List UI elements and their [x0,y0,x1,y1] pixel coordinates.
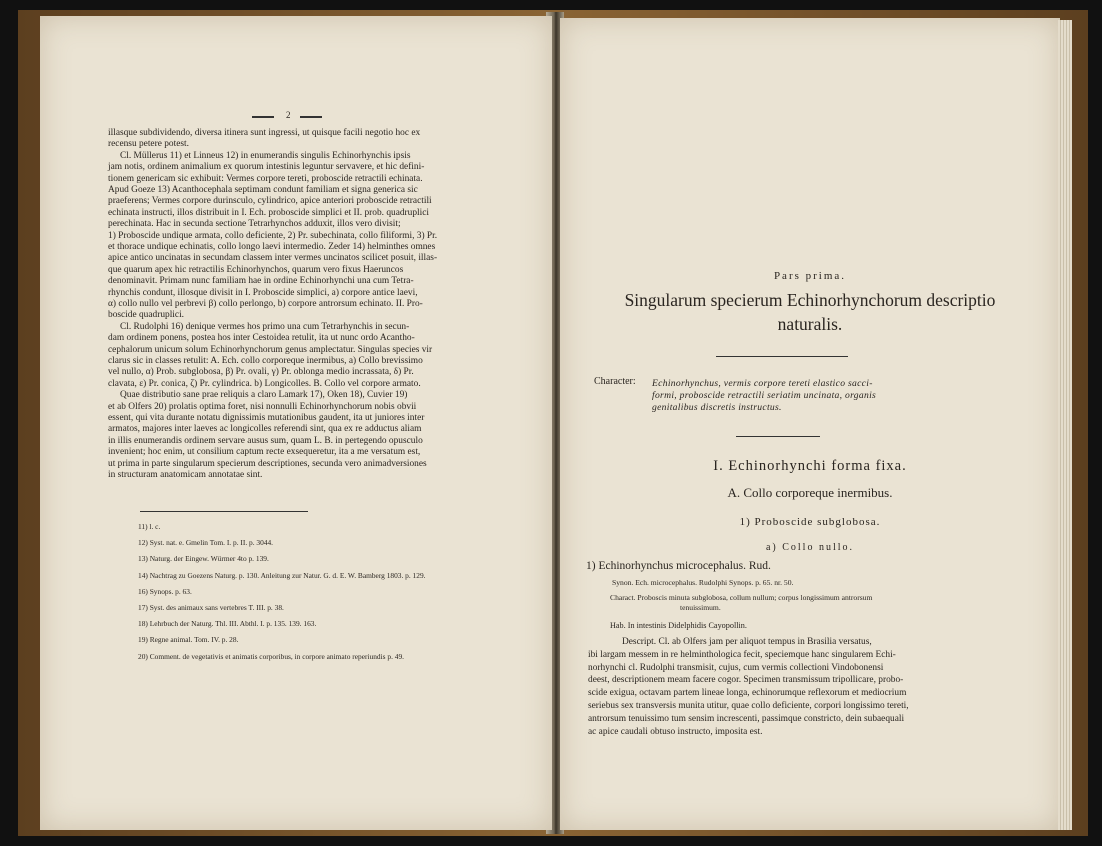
page-number: 2 [286,110,291,120]
text-line: 14) Nachtrag zu Goezens Naturg. p. 130. Anleitung zur Natur. G. d. E. W. Bamberg 1803. p. 129. [138,570,426,580]
proboscis-heading: 1) Proboscide subglobosa. [739,516,881,528]
text-line: praeferens; Vermes corpore durinsculo, cylindrico, apice anteriori proboscide retractili [108,196,432,207]
text-line: vel nullo, α) Prob. subglobosa, β) Pr. ovali, γ) Pr. oblonga medio incrassata, δ) Pr. [108,367,414,378]
text-line: Quae distributio sane prae reliquis a claro Lamark 17), Oken 18), Cuvier 19) [120,390,408,401]
text-line: denominavit. Primam nunc familiam hae in ordine Echinorhynchi una cum Tetra- [108,276,414,287]
text-line: 17) Syst. des animaux sans vertebres T. III. p. 38. [138,603,284,612]
text-line: 16) Synops. p. 63. [138,586,192,596]
text-line: Descript. Cl. ab Olfers jam per aliquot tempus in Brasilia versatus, [622,637,872,647]
text-line: 12) Syst. nat. e. Gmelin Tom. I. p. II. p. 3044. [138,538,274,548]
text-line: perechinata. Hac in secunda sectione Tetrarhynchos adduxit, illos vero divisit; [108,219,401,230]
right-page [560,18,1060,830]
text-line: scide exigua, octavam partem lineae longa, echinorumque reflexorum et mediocrium [588,688,907,699]
text-line: seriebus sex transversis munita utitur, quae collo deficiente, corpori longissimo tereti, [588,701,909,711]
text-line: α) collo nullo vel perbrevi β) collo perlongo, b) corpore antrorsum echinato. II. Pro- [108,299,423,309]
text-line: et ab Olfers 20) prolatis optima foret, nisi nonnulli Echinorhynchorum nobis obvii [108,401,417,412]
text-line: ut prima in parte singularum specierum descriptiones, secunda vero animadversiones [108,458,427,469]
page-number-ornament [252,116,274,118]
synonym-line: Synon. Ech. microcephalus. Rudolphi Synops. p. 65. nr. 50. [612,578,794,587]
main-title: Singularum specierum Echinorhynchorum descriptio [624,290,996,310]
text-line: 11) l. c. [138,522,161,531]
text-line: 13) Naturg. der Eingew. Würmer 4to p. 139. [138,554,269,564]
text-line: genitalibus discretis instructus. [652,402,782,413]
collum-heading: a) Collo nullo. [765,542,855,553]
page-edges [1058,20,1072,830]
text-line: formi, proboscide retractili seriatim uncinata, organis [652,390,877,401]
text-line: rhynchis condunt, illosque divisit in I. Proboscide simplici, a) corpore antice laevi, [108,287,418,298]
footnote-rule [140,511,308,512]
text-line: 19) Regne animal. Tom. IV. p. 28. [138,635,239,645]
text-line: ac apice caudali obtuso instructo, imposita est. [588,726,763,737]
text-line: Apud Goeze 13) Acanthocephala septimam condunt familiam et signa generica sic [108,185,418,195]
text-line: tenuissimum. [680,603,721,612]
text-line: 1) Proboscide undique armata, collo deficiente, 2) Pr. subechinata, collo filiformi, 3) Pr. [108,230,438,241]
text-line: jam notis, ordinem animalium ex quorum intestinis leguntur servavere, et hic defini- [108,162,425,173]
text-line: cephalorum unicum solum Echinorhynchorum genus amplectatur. Singulas species vir [108,344,433,355]
main-title-continued: naturalis. [777,314,843,334]
part-heading: Pars prima. [773,270,847,282]
text-line: in illis enumerandis ordinem servare ausus sum, quam L. B. in pertegendo opusculo [108,435,423,446]
page-number-ornament [300,116,322,118]
left-page [40,16,552,830]
text-line: et thorace undique echinatis, collo longo laevi intermedio. Zeder 14) helminthes omnes [108,242,436,252]
species-name: 1) Echinorhynchus microcephalus. Rud. [586,560,771,572]
text-line: ibi largam messem in re helminthologica fecit, speciemque hanc singularem Echi- [588,649,896,660]
text-line: apice antico uncinatas in secundam classem inter vermes uncinatos scilicet posuit, illas- [108,253,438,264]
text-line: clarus sic in classes retulit: A. Ech. collo corporeque inermibus, a) Collo brevissimo [108,356,423,366]
text-line: clavata, ε) Pr. conica, ζ) Pr. cylindrica. b) Longicolles. B. Collo vel corpore armato. [108,378,421,389]
text-line: invenient; hoc enim, ut consilium captum recte exsequeretur, ita a me versatum est, [108,447,421,458]
subsection-heading: A. Collo corporeque inermibus. [727,485,893,500]
text-line: antrorsum tenuissimo tum sensim increscenti, passimque constricto, dein subaequali [588,713,905,724]
text-line: tionem genericam sic exhibuit: Vermes corpore tereti, proboscide retractili echinata. [108,173,423,184]
text-line: echinata instructi, illos distribuit in I. Ech. proboscide simplici et II. prob. quadruplici [108,207,430,218]
text-line: deest, descriptionem meam facere cogor. Specimen transmissum tripollicare, probo- [588,675,904,686]
character-label: Character: [594,376,636,387]
text-line: Charact. Proboscis minuta subglobosa, collum nullum; corpus longissimum antrorsum [610,593,873,602]
text-line: recensu petere potest. [108,139,189,150]
text-line: illasque subdividendo, diversa itinera sunt ingressi, ut quisque facili negotio hoc ex [108,128,421,138]
text-line: Echinorhynchus, vermis corpore tereti elastico sacci- [652,378,873,389]
text-line: norhynchi cl. Rudolphi transmisit, cujus, cum vermis collectioni Vindobonensi [588,662,884,673]
text-line: essent, qui vita durante notatu dignissimis mutationibus gaudent, ita ut juniores inter [108,413,425,423]
habitat-line: Hab. In intestinis Didelphidis Cayopollin. [610,621,747,630]
text-line: dam ordinem ponens, postea hos inter Cestoidea retulit, ita ut nunc ordo Acantho- [108,333,415,344]
text-line: boscide quadruplici. [108,310,185,321]
text-line: in structuram anatomicam annotatae sint. [108,470,263,480]
text-line: que quarum apex hic retractilis Echinorhynchos, quarum vero fixus Haeruncos [108,264,404,275]
section-heading: I. Echinorhynchi forma fixa. [713,458,907,474]
text-line: 18) Lehrbuch der Naturg. Thl. III. Abthl. I. p. 135. 139. 163. [138,619,317,629]
text-line: 20) Comment. de vegetativis et animatis corporibus, in corpore animato reperiundis p. 49. [138,651,404,661]
text-line: Cl. Rudolphi 16) denique vermes hos primo una cum Tetrarhynchis in secun- [120,321,410,332]
section-rule [736,436,820,437]
text-line: armatos, majores inter laeves ac longicolles referendi sint, qua ex re adductus aliam [108,424,422,435]
title-rule [716,356,848,357]
text-line: Cl. Müllerus 11) et Linneus 12) in enumerandis singulis Echinorhynchis ipsis [120,150,411,161]
